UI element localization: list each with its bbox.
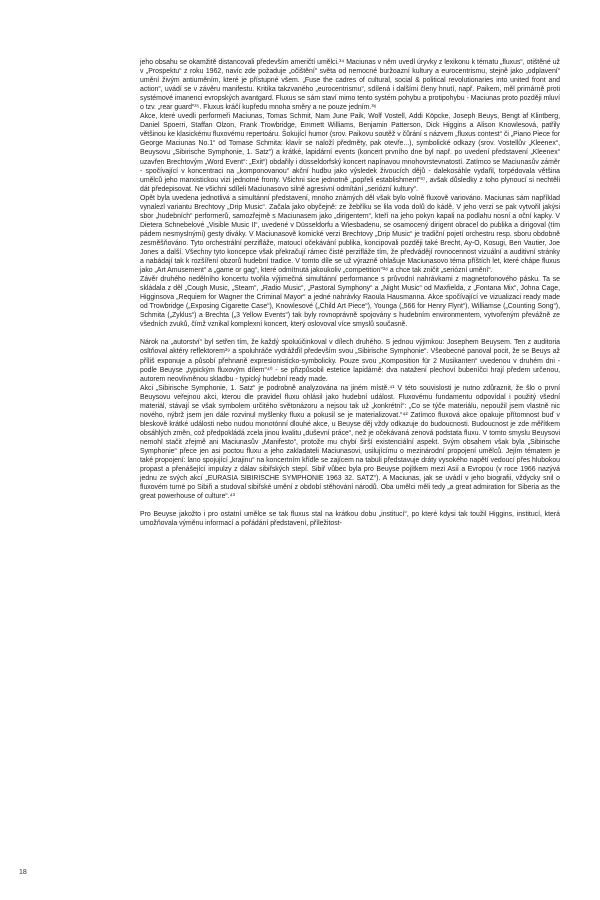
page-number: 18 xyxy=(19,869,27,876)
paragraph-4: Závěr druhého nedělního koncertu tvořila výjimečná simultánní performance s průvodní nahrávkami z magnetofonového pásku. Ta se skládala z děl „Cough Music, „Steam“, „Radio Music“, „Pastoral Symphony“ a „Night Music“ od Maxfielda, z „Fontana Mix“, Johna Cage, Higginsova „Requiem for Wagner the Criminal Mayor“ a jedné nahrávky Raoula Hausmanna. Akce spočívající ve vizualizaci ready made od Trowbridge („Exposing Cigarette Case“), Knowlesové („Child Art Piece“), Younga („566 for Henry Flynt“), Williamse („Counting Song“), Schmita („Zyklus“) a Brechta („3 Yellow Events“) tak byly rovnoprávně spojovány s hudebním environmentem, vytvořeným převážně ze všedních zvuků, čímž vznikal komplexní koncert, který oslovoval více smyslů současně. xyxy=(140,276,560,329)
paragraph-3: Opět byla uvedena jednotlivá a simultánní představení, mnoho známých děl však bylo volně fluxově variováno. Maciunas sám například vynalezl variantu Brechtovy „Drip Music“. Začala jako obyčejně: ze žebříku se lila voda dolů do kádě. V jeho verzi se pak vytvořil jakýsi sbor „hudebních“ performerů, samozřejmě s Maciunasem jako „dirigentem“, kteří na jeho pokyn kapali na podlahu nosní a oční kapky. V Dietera Schnebelové „Visible Music II“, uvedené v Düsseldorfu a Wiesbadenu, se osamocený dirigent obracel do publika a dirigoval (tím pádem nesmyslnými) gesty diváky. V Maciunasově komické verzi Brechtovy „Drip Music“ je tradiční pojetí orchestru resp. sboru obdobně zesměšňováno. Tyto orchestrální perzifláže, matoucí očekávání publika, koncipovali později také Brecht, Ay-O, Kosugi, Ben Vautier, Joe Jones a další. Všechny tyto koncepce však překračují rámec čisté perzifláže tím, že předvádějí rovnocennost vizuální a auditivní stránky a nabádají tak k rozšíření obzorů hudební tradice. V tomto díle se už výrazně ohlašuje Maciunasovo téma příštích let, které chápe fluxus jako „Art Amusement“ a „game or gag“, které odmítnutá jakoukoliv „competition“³⁸ a chce tak zničit „seriózní umění“. xyxy=(140,194,560,275)
article-body xyxy=(140,58,560,528)
paragraph-2: Akce, které uvedli performeři Maciunas, Tomas Schmit, Nam June Paik, Wolf Vostell, Addi Köpcke, Joseph Beuys, Bengt af Klintberg, Daniel Spoerri, Staffan Olzon, Frank Trowbridge, Emmett Williams, Benjamin Patterson, Dick Higgins a Alison Knowlesová, patřily většinou ke klasickému fluxovému repertoáru. Šokující humor (srov. Paikovu soutěž v čůrání s názvem „fluxus contest“ či „Piano Piece for George Maciunas No.1“ od Tomase Schmita: klavír se naloží předměty, pak otevře...), symbolické odkazy (srov. Vostellův „Kleenex“, Beuysovu „Sibirische Symphonie, 1. Satz“) a krátké, lapidární events (koncert prvního dne byl např. po uvedení představení „Kleenex“ uzavřen Brechtovým „Word Event“: „Exit“) obdařily i düsseldorfský koncert napínavou mnohovrstevnatostí. Zatímco se Maciunasův záměr - spočívající v koncentraci na „komponovanou“ akční hudbu jako výsledek živoucích dějů - dalekosáhle vydařil, torpédovala většina umělců jeho marxistickou vizi jednotné fronty. Všichni sice jednotně „popřeli establishment“³⁷, avšak důsledky z toho plynoucí si nechtěli dát předepisovat. Ne všichni sdíleli Maciunasovo silně agresivní odmítání „seriózní kultury“. xyxy=(140,113,560,193)
paragraph-6: Akci „Sibirische Symphonie, 1. Satz“ je podrobně analyzována na jiném místě.⁴¹ V této souvislosti je nutno zdůraznit, že šlo o první Beuysovu veřejnou akci, kterou dle pravidel fluxu ohlásil jako hudební událost. Fluxovému fundamentu odpovídal i použitý všední materiál, stávají se však symbolem určitého světonázoru a nejsou tak už „konkrétní“: „Co se týče materiálu, nepoužil jsem vlastně nic nového, nýbrž jsem jen dále rozvinul myšlenky fluxu a pokusil se je materializovat.“⁴² Zatímco fluxová akce opakuje přítomnost buď v bleskově krátké události nebo nudou monotónní dlouhé akce, u Beuyse děj vždy odkazuje do budoucnosti. Budoucnost je zde měřítkem obsáhlých změn, což předpokládá zcela jinou kvalitu „duševní práce“, než je očekávaná zenová podstata fluxu. V tomto smyslu Beuysovi nemohl stačit zřejmě ani Maciunasův „Manifesto“, protože mu chybí širší existenciální aspekt. Svým obsahem však byla „Sibirische Symphonie“ přece jen asi poctou fluxu a jeho zakladateli Maciunasovi, usilujícímu o mezinárodní propojení umělců. Jejím tématem je také propojení: lano spojující „krajinu“ na koncertním křídle se zajícem na tabuli představuje dráty vysokého napětí vedoucí přes hlubokou propast a přenášející impulzy z dálav sibiřských stepí. Sibiř vůbec byla pro Beuyse pojítkem mezi Asií a Evropou (v roce 1966 nazývá jednu ze svých akcí „EURASIA SIBIRISCHE SYMPHONIE 1963 32. SATZ“). A Maciunas, jak se uvádí v jeho biografii, vždycky snil o fluxovém turné po Sibiři a studoval sibiřské umění z období stěhování národů. Oba umělci měli tedy „a great admiration for Siberia as the great powerhouse of culture“.⁴³ xyxy=(140,384,560,501)
paragraph-7: Pro Beuyse jakožto i pro ostatní umělce se tak fluxus stal na krátkou dobu „institucí“, po které kdysi tak toužil Higgins, institucí, která umožňovala výměnu informací a pořádání představení, příležitost- xyxy=(140,511,560,528)
paragraph-5: Nárok na „autorství“ byl setřen tím, že každý spoluúčinkoval v dílech druhého. S jednou výjimkou: Josephem Beuysem. Ten z auditoria osltňoval aktéry reflektorem³⁹ a spoluhráče vydrážďil především svou „Sibirische Symphonie“. Všeobecné panoval pocit, že se Beuys až příliš exponuje a působí přehnaně expresionisticko-symbolicky. Pouze svou „Komposition für 2 Musikanten“ uvedenou v druhém dni - podle Beuyse „typickým fluxovým dílem“⁴⁰ - se přizpůsobil estetice lapidárně: dva natažení plechoví bubeníčci hrají předem určenou, autorem neovlivněnou skladbu - typický hudební ready made. xyxy=(140,339,560,383)
paragraph-1: jeho obsahu se okamžitě distancovali především američtí umělci.³⁴ Maciunas v něm uvedl úryvky z lexikonu k tématu „fluxus“, otištěné už v „Prospektu“ z roku 1962, navíc zde požaduje „očištění“ světa od nemocné buržoazní kultury a eurocentrismu, stejně jako „odplavení“ umění živým antiuměním, které je přístupné všem. „Fuse the cadres of cultural, social & political revolutionaries into united front and action“, uvádí se v závěru manifestu. Kritika takzvaného „eurocentrismu“, sdílená i dalšími členy hnutí, např. Paikem, měl primárně proti systémové imanenci evropských avantgard. Fluxus se sám staví mimo tento systém pohybu a protipohybu - Maciunas proto později mluví o tzv. „rear guard“³⁵. Fluxus kráčí kupředu mnoha směry a ne pouze jedním.³⁶ xyxy=(140,59,560,112)
